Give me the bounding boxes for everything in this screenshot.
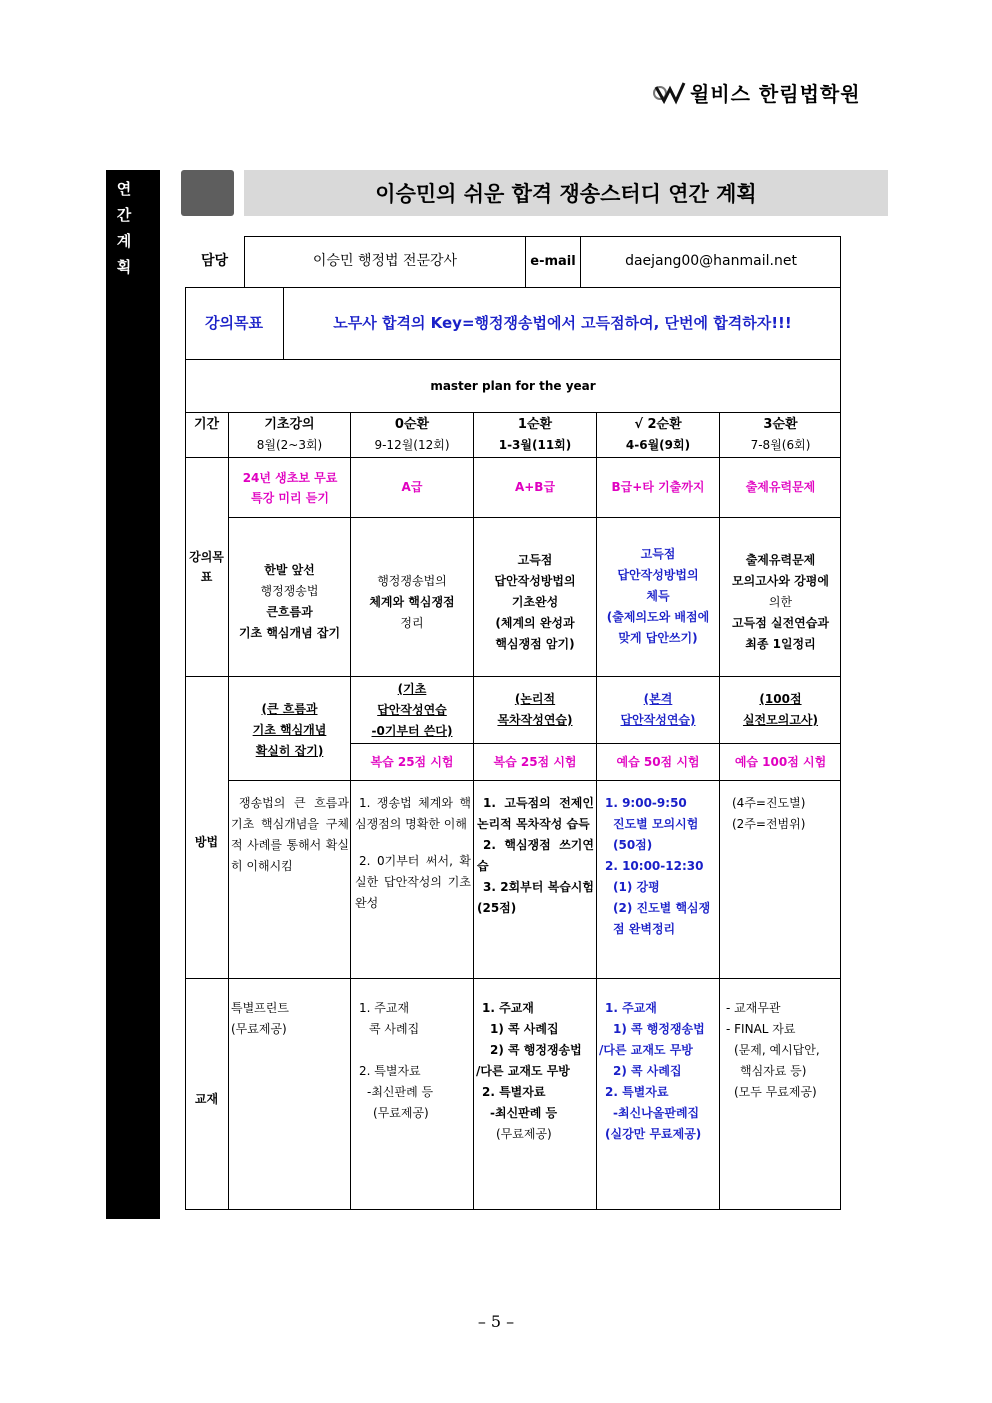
level-round3: 출제유력문제 xyxy=(745,480,816,494)
page-title: 이승민의 쉬운 합격 쟁송스터디 연간 계획 xyxy=(244,170,888,216)
course-header-round0: 0순환 9-12월(12회) xyxy=(374,417,450,452)
method-title-basic: (큰 흐름과 기초 핵심개념 확실히 잡기) xyxy=(252,701,327,758)
goal-label: 강의목표 xyxy=(205,314,263,332)
goal-basic: 한발 앞선 행정쟁송법 큰흐름과 기초 핵심개념 잡기 xyxy=(238,563,341,640)
method-label: 방법 xyxy=(194,835,219,849)
goal-round2: 고득점 답안작성방법의 체득 (출제의도와 배점에 맞게 답안쓰기) xyxy=(606,546,710,645)
method-basic: 쟁송법의 큰 흐름과 기초 핵심개념을 구체적 사례를 통해서 확실히 이해시킴 xyxy=(231,796,349,873)
teacher-name: 이승민 행정법 전문강사 xyxy=(312,253,458,269)
rule xyxy=(228,517,841,518)
method-title-round0: (기초 답안작성연습 -0기부터 쓴다) xyxy=(371,681,453,738)
course-goal-label: 강의목표 xyxy=(189,550,224,584)
course-header-round3: 3순환 7-8월(6회) xyxy=(750,417,811,452)
email-value: daejang00@hanmail.net xyxy=(625,253,797,269)
method-round2: 1. 9:00-9:50 진도별 모의시험 (50점) 2. 10:00-12:30 (1) 강평 (2) 진도별 핵심쟁 점 완벽정리 xyxy=(605,796,711,936)
method-title-round2: (본격 답안작성연습) xyxy=(620,692,696,727)
sidebar-char: 간 xyxy=(116,206,132,224)
goal-statement: 노무사 합격의 Key=행정쟁송법에서 고득점하여, 단번에 합격하자!!! xyxy=(333,314,792,332)
level-basic: 24년 생초보 무료특강 미리 듣기 xyxy=(242,470,338,505)
level-round1: A+B급 xyxy=(514,480,556,494)
material-label: 교재 xyxy=(194,1092,219,1106)
goal-round1: 고득점 답안작성방법의 기초완성 (체계의 완성과 핵심쟁점 암기) xyxy=(494,552,576,651)
wilbis-logo-icon xyxy=(652,79,688,105)
method-title-round3: (100점 실전모의고사) xyxy=(742,692,819,727)
level-round0: A급 xyxy=(401,480,423,494)
title-marker-box xyxy=(181,170,234,216)
course-header-basic: 기초강의 8월(2~3회) xyxy=(256,417,323,452)
course-header-round2: √ 2순환 4-6월(9회) xyxy=(625,417,691,452)
material-round0: 1. 주교재 콕 사례집 2. 특별자료 -최신판례 등 (무료제공) xyxy=(359,1001,434,1120)
method-round1: 1. 고득점의 전제인 논리적 목차작성 습득 2. 핵심쟁점 쓰기연습 3. 2회부터 복습시험(25점) xyxy=(477,796,594,915)
page-number: – 5 – xyxy=(477,1312,515,1331)
teacher-label: 담당 xyxy=(185,236,244,287)
level-round2: B급+타 기출까지 xyxy=(611,480,705,494)
academy-logo xyxy=(652,78,892,106)
email-label: e-mail xyxy=(530,254,576,269)
sidebar-char: 연 xyxy=(116,180,132,198)
sidebar-char: 획 xyxy=(116,258,132,276)
logo-text: 윌비스 한림법학원 xyxy=(690,81,861,106)
goal-round3: 출제유력문제 모의고사와 강평에 의한 고득점 실전연습과 최종 1일정리 xyxy=(732,552,829,651)
material-round2: 1. 주교재 1) 콕 행정쟁송법 /다른 교재도 무방 2) 콕 사례집 2. 특별자료 -최신나올판례집 (실강만 무료제공) xyxy=(599,1001,705,1141)
method-round3: (4주=진도별) (2주=전범위) xyxy=(732,796,806,831)
rule xyxy=(228,780,841,781)
exam-round1: 복습 25점 시험 xyxy=(493,754,577,769)
material-round1: 1. 주교재 1) 콕 사례집 2) 콕 행정쟁송법 /다른 교재도 무방 2. 특별자료 -최신판례 등 (무료제공) xyxy=(476,1001,582,1141)
method-title-round1: (논리적 목차작성연습) xyxy=(497,692,573,727)
material-basic: 특별프린트 (무료제공) xyxy=(231,1001,289,1036)
material-round3: - 교재무관 - FINAL 자료 (문제, 예시답안, 핵심자료 등) (모두 무료제공) xyxy=(726,1001,820,1099)
exam-round3: 예습 100점 시험 xyxy=(734,754,827,769)
sidebar-char: 계 xyxy=(116,232,132,250)
section-sidebar xyxy=(106,170,160,1219)
rule xyxy=(185,978,841,979)
goal-round0: 행정쟁송법의 체계와 핵심쟁점 정리 xyxy=(369,573,455,630)
exam-round2: 예습 50점 시험 xyxy=(616,754,700,769)
exam-round0: 복습 25점 시험 xyxy=(370,754,454,769)
plan-title: master plan for the year xyxy=(430,378,596,393)
period-label: 기간 xyxy=(193,416,220,432)
course-header-round1: 1순환 1-3월(11회) xyxy=(498,417,572,452)
method-round0: 1. 쟁송법 체계와 핵심쟁점의 명확한 이해 2. 0기부터 써서, 확실한 답안작성의 기초 완성 xyxy=(355,796,471,910)
